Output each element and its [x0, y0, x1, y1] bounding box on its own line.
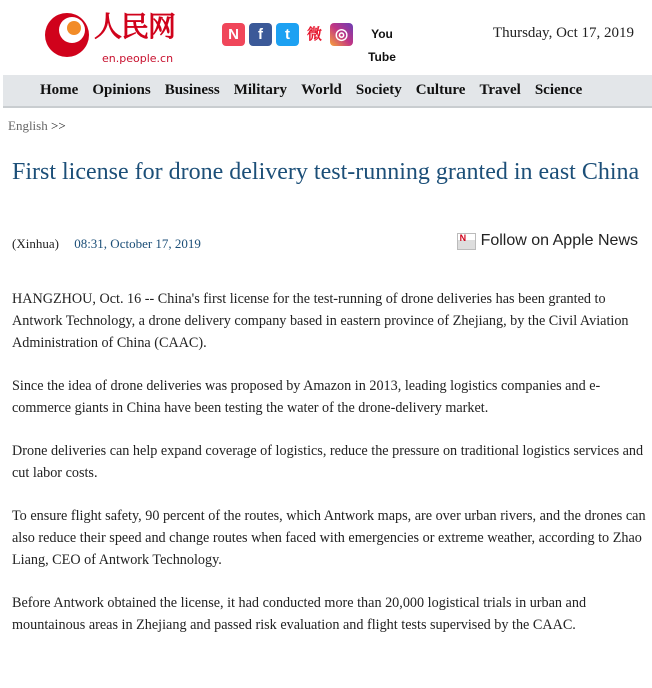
current-date: Thursday, Oct 17, 2019	[492, 25, 634, 41]
logo-text: 人民网	[94, 10, 176, 43]
article-title: First license for drone delivery test-running granted in east China	[12, 159, 640, 185]
logo-url: en.people.cn	[102, 52, 174, 65]
breadcrumb-english[interactable]: English	[8, 118, 48, 133]
social-links	[222, 23, 407, 64]
nav-science[interactable]: Science	[534, 82, 583, 98]
breadcrumb-separator: >>	[50, 118, 66, 133]
facebook-icon[interactable]: f	[249, 23, 272, 46]
nav-home[interactable]: Home	[40, 82, 79, 98]
apple-news-icon: N	[457, 233, 476, 250]
paragraph: To ensure flight safety, 90 percent of the routes, which Antwork maps, are over urban rivers, and the drones can also reduce their speed and change routes when faced with emergencies or extreme weather, according to Zhao Liang, CEO of Antwork Technology.	[12, 508, 646, 568]
breadcrumb	[8, 118, 66, 134]
nav-military[interactable]: Military	[233, 82, 288, 98]
nav-opinions[interactable]: Opinions	[92, 82, 151, 98]
follow-apple-news-button[interactable]	[457, 232, 638, 250]
nav-society[interactable]: Society	[355, 82, 402, 98]
youtube-icon[interactable]: You Tube	[357, 23, 407, 46]
paragraph: Before Antwork obtained the license, it had conducted more than 20,000 logistical trials in urban and mountainous areas in Zhejiang and passed risk evaluation and flight tests supervised by the CAAC.	[12, 595, 587, 633]
article-body	[12, 288, 652, 657]
instagram-icon[interactable]: ◎	[330, 23, 353, 46]
nav-travel[interactable]: Travel	[479, 82, 521, 98]
apple-news-icon[interactable]: N	[222, 23, 245, 46]
logo-emblem-icon	[42, 10, 92, 60]
article-meta	[12, 236, 201, 252]
paragraph: Since the idea of drone deliveries was proposed by Amazon in 2013, leading logistics companies and e-commerce giants in China have been testing the water of the drone-delivery market.	[12, 378, 601, 416]
nav-business[interactable]: Business	[164, 82, 220, 98]
main-nav	[3, 75, 652, 108]
site-header	[0, 0, 652, 74]
nav-culture[interactable]: Culture	[415, 82, 466, 98]
weibo-icon[interactable]: 微	[303, 23, 326, 46]
follow-apple-news-label: Follow on Apple News	[480, 232, 638, 249]
paragraph: Drone deliveries can help expand coverage of logistics, reduce the pressure on traditional logistics services and cut labor costs.	[12, 443, 644, 481]
paragraph: HANGZHOU, Oct. 16 -- China's first license for the test-running of drone deliveries has been granted to Antwork Technology, a drone delivery company based in eastern province of Zhejiang, by the Civil Aviation Administration of China (CAAC).	[12, 291, 629, 351]
nav-world[interactable]: World	[301, 82, 342, 98]
article-source: (Xinhua)	[12, 236, 59, 251]
people-daily-logo[interactable]	[40, 6, 190, 66]
twitter-icon[interactable]: t	[276, 23, 299, 46]
article-time: 08:31, October 17, 2019	[74, 236, 201, 251]
